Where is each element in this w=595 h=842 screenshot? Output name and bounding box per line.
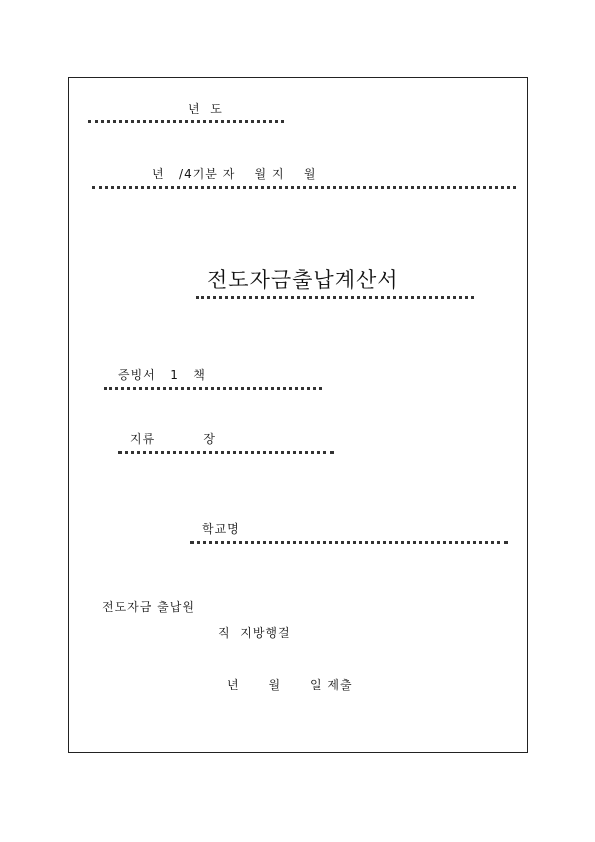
title-underline xyxy=(196,296,474,299)
fiscal-year-underline xyxy=(88,120,284,123)
submission-date-line: 년 월 일 제출 xyxy=(227,678,353,692)
cash-officer-name-line: 직 지방행걸 xyxy=(218,626,291,640)
cash-officer-label: 전도자금 출납원 xyxy=(102,600,195,614)
paper-count-line: 지류 장 xyxy=(130,432,216,446)
fiscal-year-label: 년 도 xyxy=(188,102,223,116)
paper-count-underline xyxy=(118,451,334,454)
period-line: 년 /4기분 자 월 지 월 xyxy=(152,167,317,181)
voucher-count-line: 증빙서 1 책 xyxy=(118,368,206,382)
school-name-underline xyxy=(190,541,508,544)
document-title: 전도자금출납계산서 xyxy=(207,268,399,292)
school-name-label: 학교명 xyxy=(202,522,240,536)
period-underline xyxy=(92,186,516,189)
voucher-underline xyxy=(104,387,322,390)
